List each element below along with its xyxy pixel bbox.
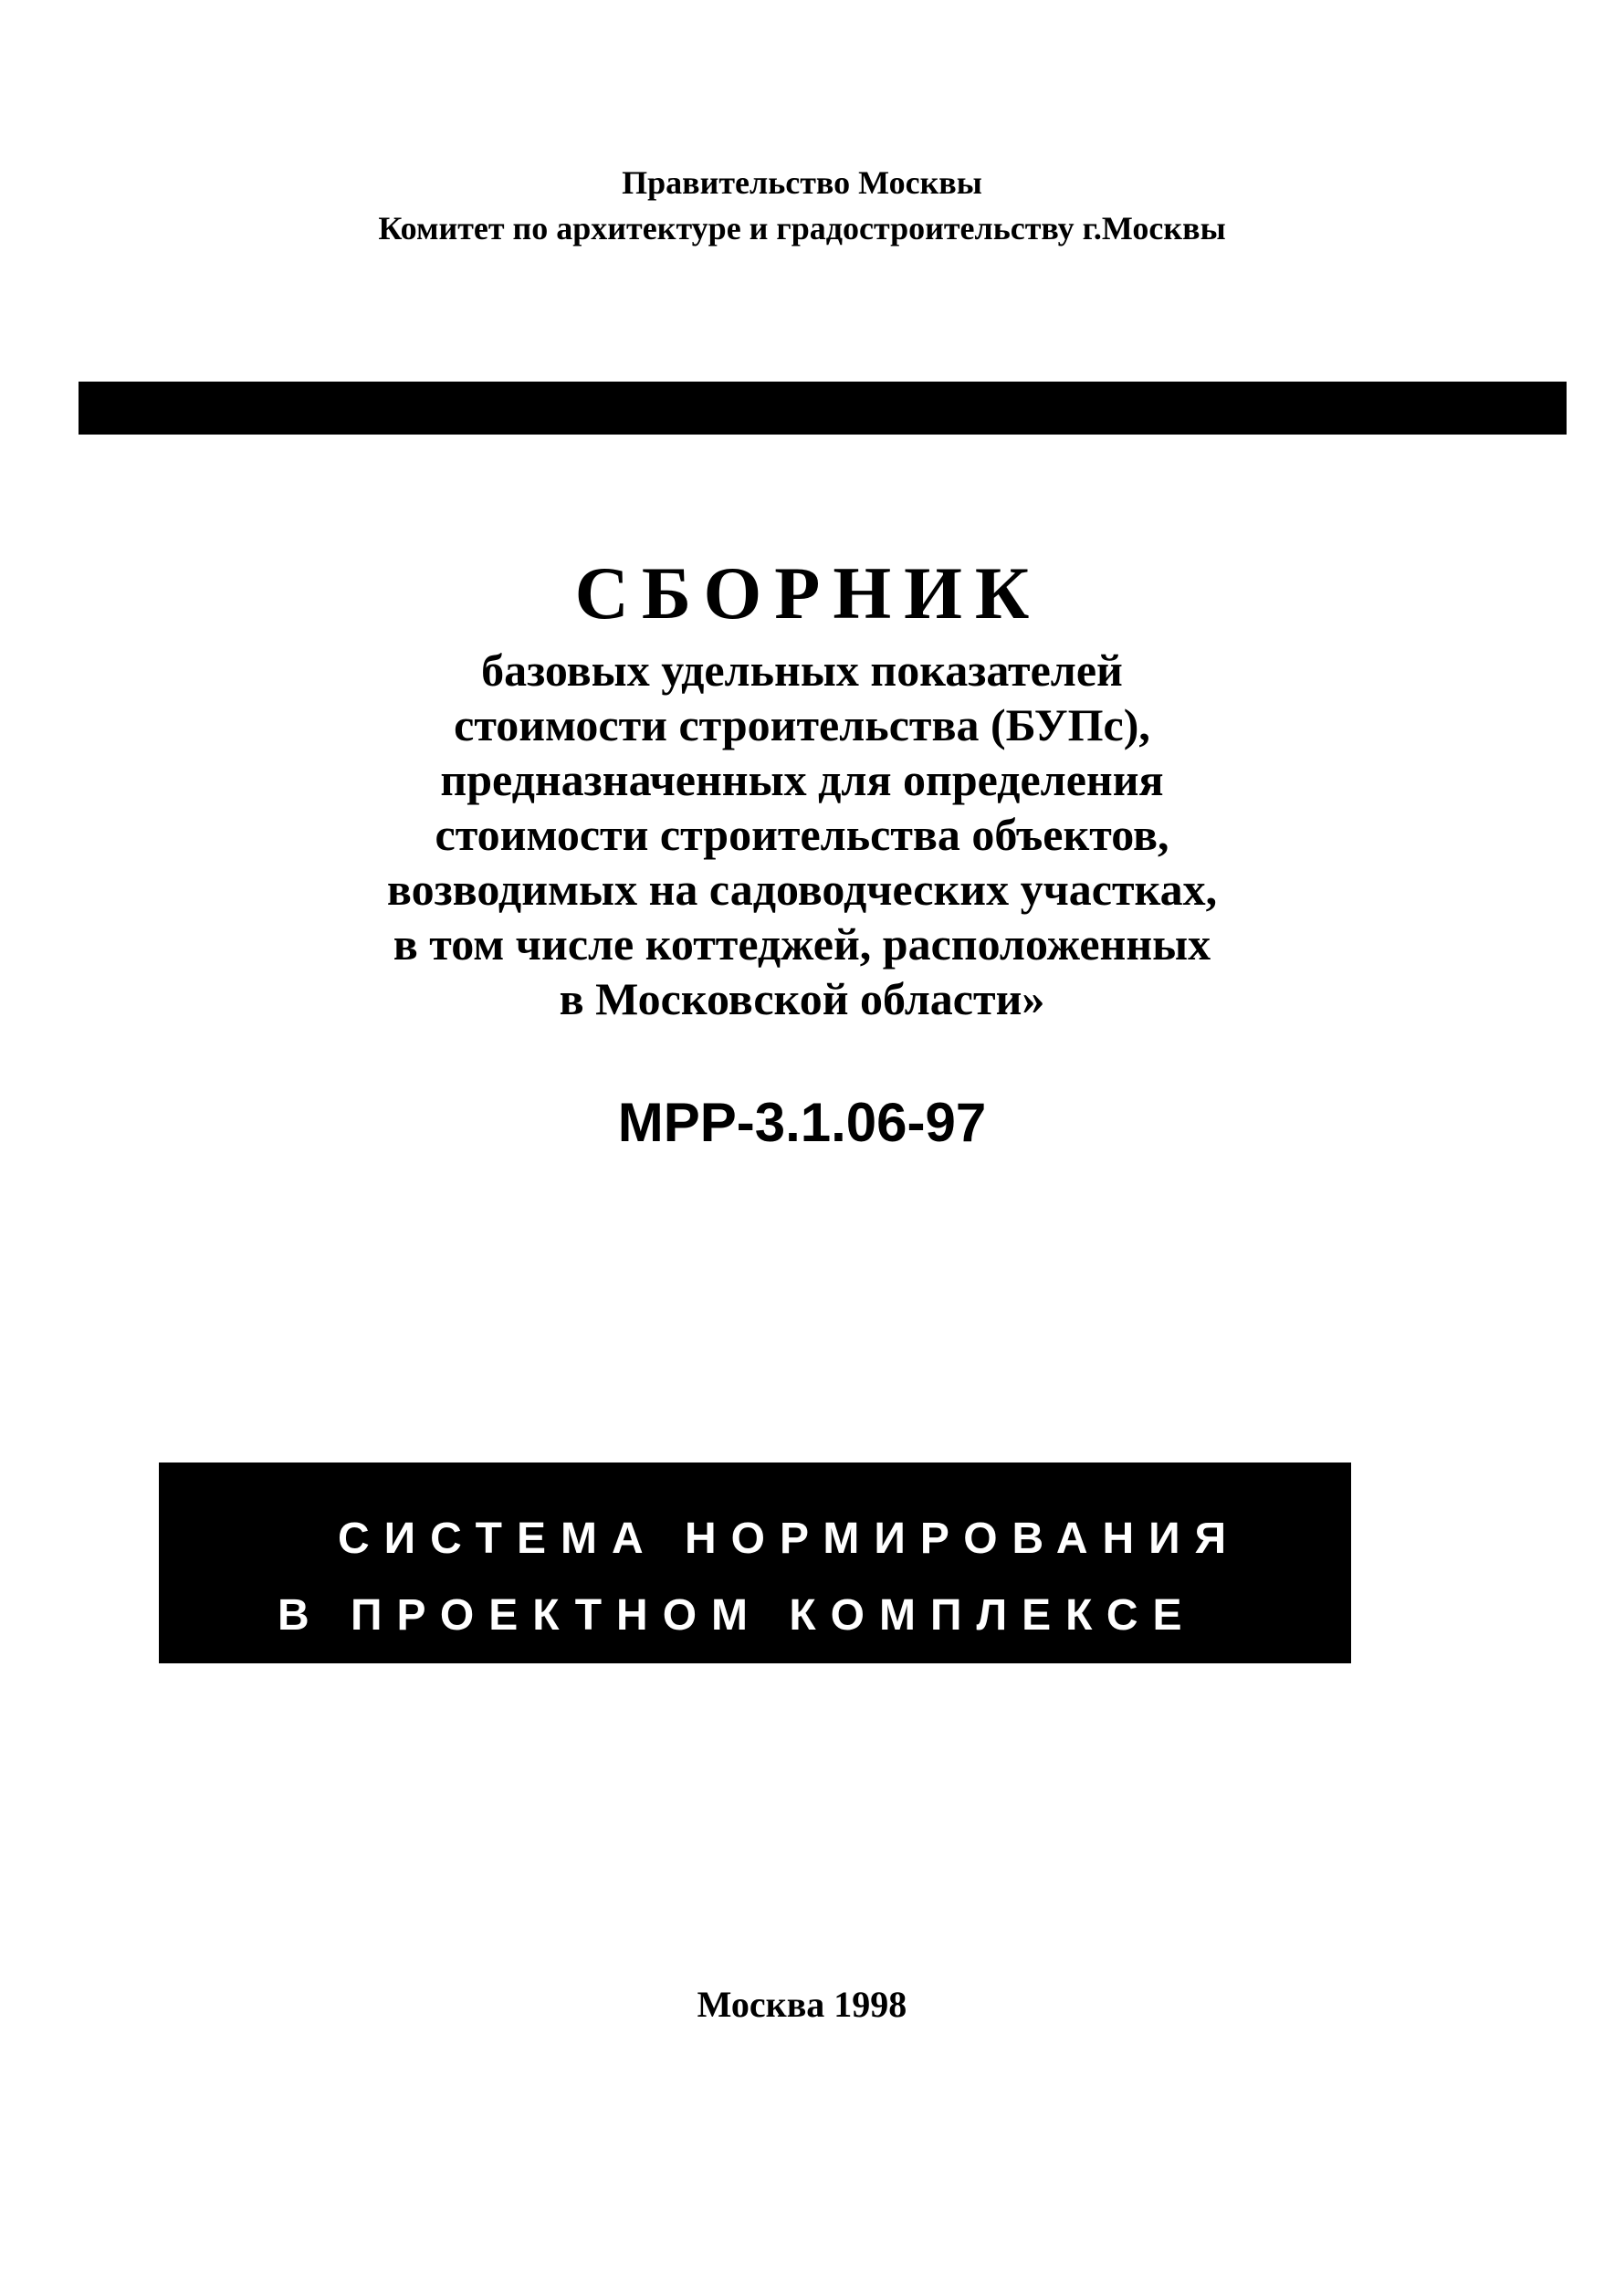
document-title: [0, 548, 1604, 1026]
publication-place-year: Москва 1998: [697, 1984, 907, 2025]
title-line: стоимости строительства объектов,: [435, 809, 1169, 860]
system-banner-line2: В ПРОЕКТНОМ КОМПЛЕКСЕ: [278, 1591, 1197, 1640]
system-banner-line1: СИСТЕМА НОРМИРОВАНИЯ: [338, 1515, 1242, 1563]
system-banner: [159, 1463, 1351, 1663]
title-line: предназначенных для определения: [440, 754, 1164, 805]
title-main: СБОРНИК: [574, 551, 1043, 634]
issuer-government: Правительство Москвы: [622, 164, 982, 201]
title-line: в том числе коттеджей, расположенных: [393, 918, 1211, 970]
top-rule-bar: [79, 382, 1567, 435]
issuer-committee: Комитет по архитектуре и градостроительству г.Москвы: [378, 210, 1226, 246]
title-line: возводимых на садоводческих участках,: [386, 864, 1218, 915]
title-line: стоимости строительства (БУПс),: [454, 699, 1150, 750]
document-code: МРР-3.1.06-97: [617, 1092, 987, 1153]
title-subtitle: [0, 643, 1604, 1026]
title-line: в Московской области»: [559, 973, 1045, 1024]
issuer-header: [0, 160, 1604, 251]
title-line: базовых удельных показателей: [481, 645, 1123, 696]
